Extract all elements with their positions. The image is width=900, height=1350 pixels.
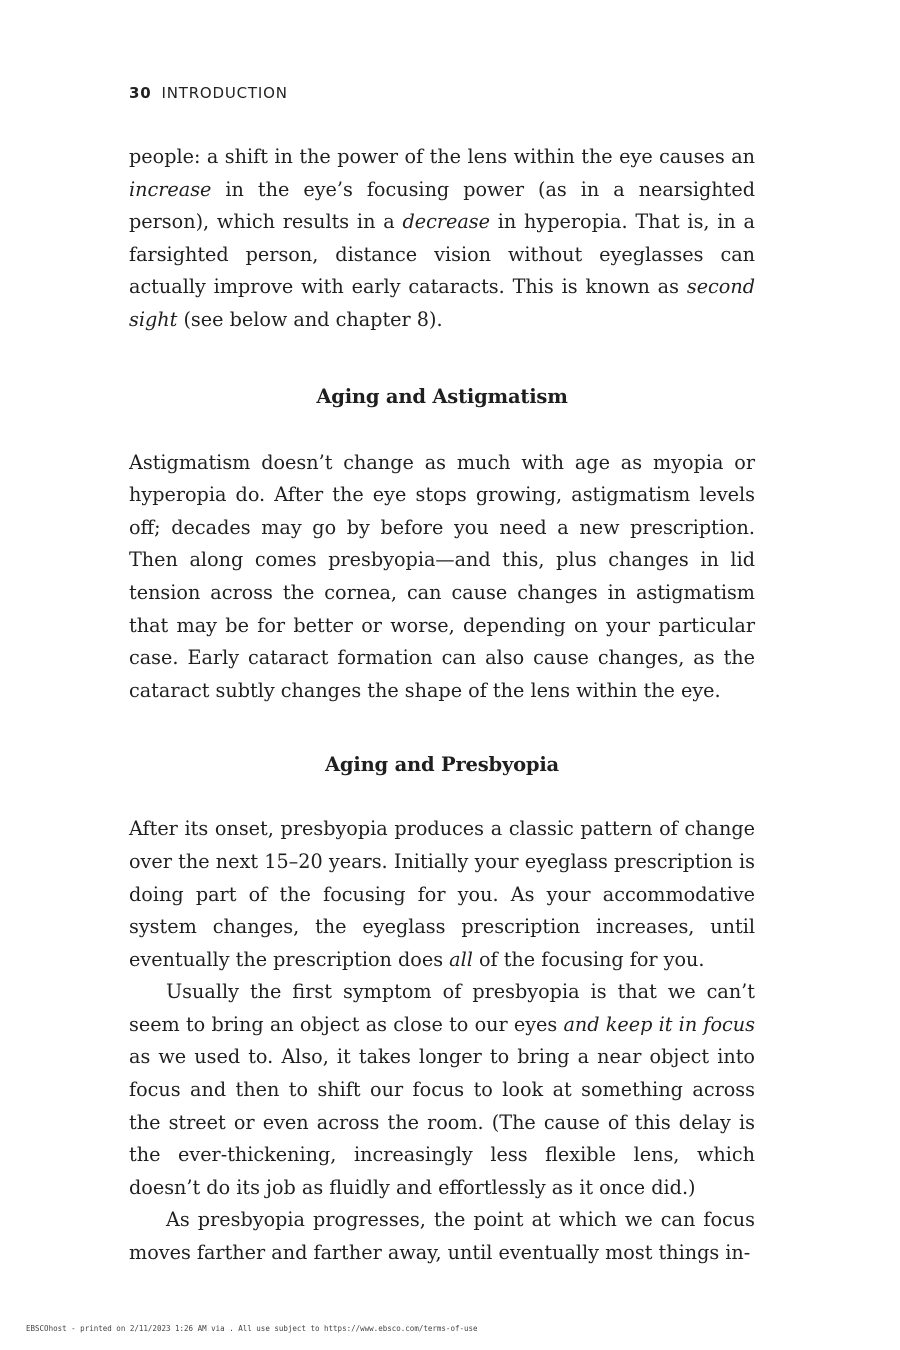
text-run: Usually the first symptom of presbyopia is that we can’t seem to bring an object as close to our eyes: [129, 980, 755, 1036]
text-run: After its onset, presbyopia produces a classic pattern of change over the next 15–20 years. Initially your eyeglass prescription is doing part of the focusing for you. As your accommodative system changes, the eyeglass prescription increases, until eventually the prescription does: [129, 817, 755, 971]
emphasis-all: all: [449, 947, 473, 971]
running-head: [129, 84, 288, 102]
emphasis-second-sight: second sight: [129, 275, 755, 331]
paragraph-continuation: [129, 141, 755, 337]
paragraph-first-symptom: [129, 976, 755, 1204]
text-run: of the focusing for you.: [472, 947, 705, 971]
emphasis-decrease: decrease: [402, 210, 490, 234]
paragraph-presbyopia-onset: [129, 813, 755, 976]
text-run: as we used to. Also, it takes longer to bring a near object into focus and then to shift our focus to look at something across the street or even across the room. (The cause of this delay is the ever-thickening, increasingly less flexible lens, which doesn’t do its job as fluidly and effortlessly as it once did.): [129, 1045, 755, 1199]
heading-aging-presbyopia: Aging and Presbyopia: [325, 753, 559, 777]
heading-aging-astigmatism: Aging and Astigmatism: [316, 384, 568, 408]
page-number: 30: [129, 84, 152, 102]
text-run: people: a shift in the power of the lens within the eye causes an: [129, 145, 755, 168]
emphasis-increase: increase: [129, 177, 212, 201]
text-run: in the eye’s focusing power (as in a nearsighted person), which results in a: [129, 177, 755, 234]
page-body: [129, 141, 755, 1270]
text-run: (see below and chapter 8).: [177, 307, 443, 331]
paragraph-progression: As presbyopia progresses, the point at which we can focus moves farther and farther away, until eventually most things in-: [129, 1208, 755, 1265]
emphasis-keep-in-focus: and keep it in focus: [563, 1012, 755, 1036]
print-footer: EBSCOhost - printed on 2/11/2023 1:26 AM via . All use subject to https://www.ebsco.com/terms-of-use: [26, 1324, 478, 1333]
running-title: INTRODUCTION: [161, 84, 288, 102]
paragraph-astigmatism: Astigmatism doesn’t change as much with age as myopia or hyperopia do. After the eye stops growing, astigmatism levels off; decades may go by before you need a new prescription. Then along comes presbyopia—and this, plus changes in lid tension across the cornea, can cause changes in astigmatism that may be for better or worse, depending on your particular case. Early cataract formation can also cause changes, as the cataract subtly changes the shape of the lens within the eye.: [129, 450, 755, 702]
text-run: in hyperopia. That is, in a farsighted person, distance vision without eyeglasses can actually improve with early cataracts. This is known as: [129, 210, 756, 299]
